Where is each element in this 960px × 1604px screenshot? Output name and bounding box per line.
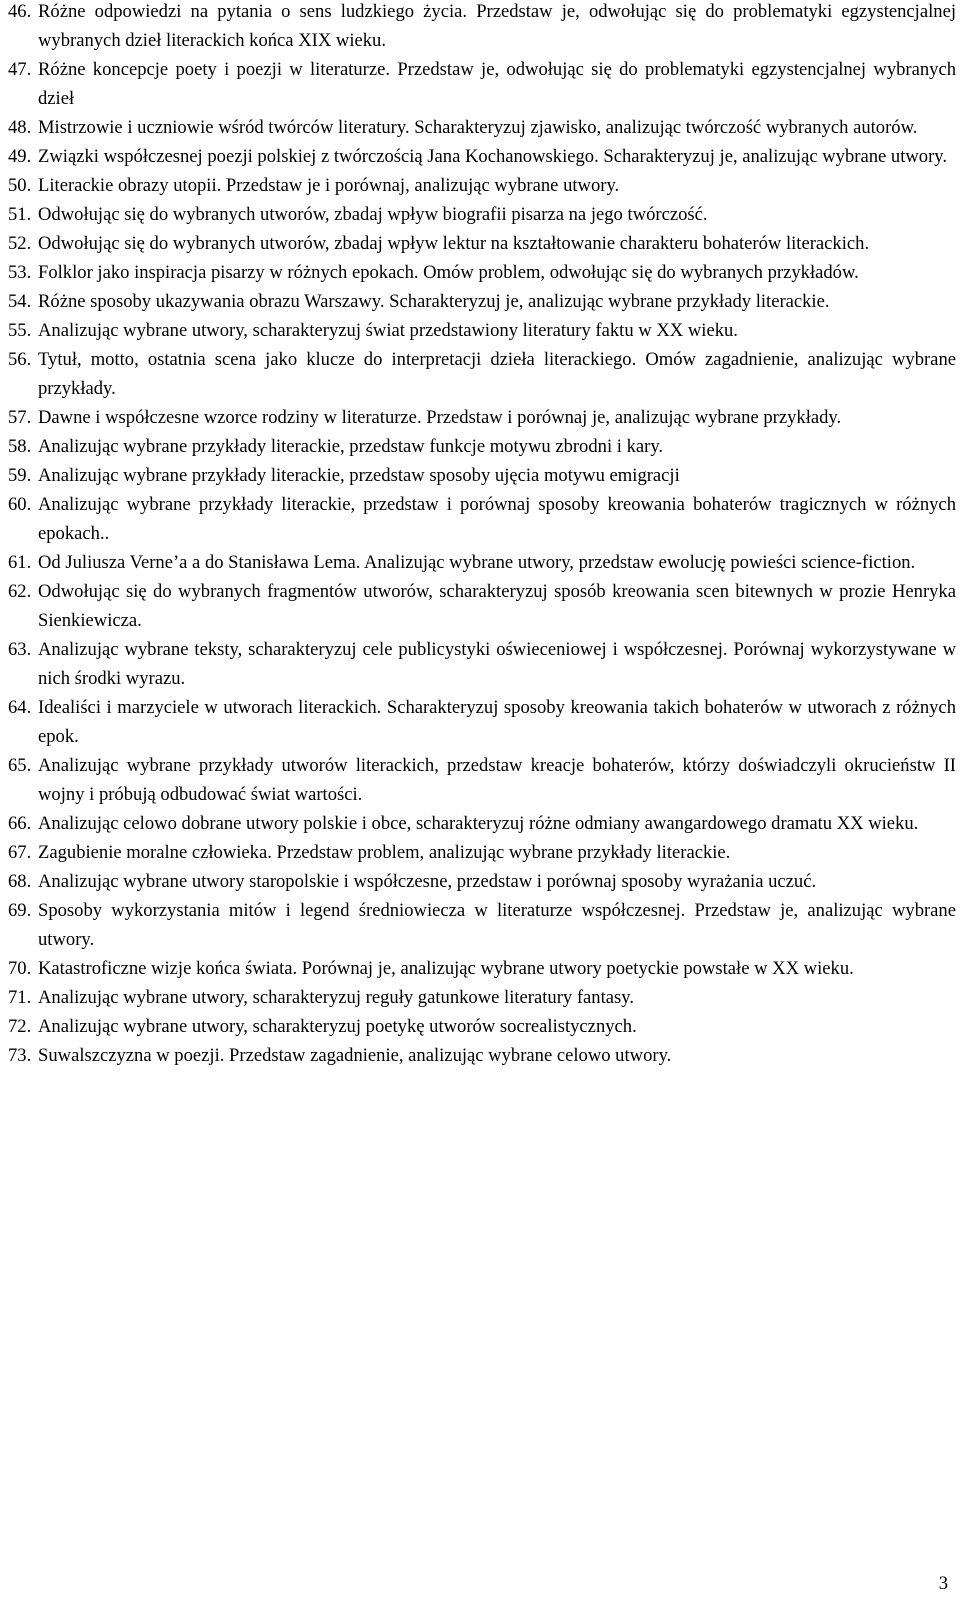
topic-text: Analizując wybrane teksty, scharakteryzuj cele publicystyki oświeceniowej i współczesnej. Porównaj wykorzystywane w nich środki wyrazu. [38,639,956,689]
topic-number: 55. [8,320,32,341]
list-item [8,1012,956,1041]
topic-number: 51. [8,204,32,225]
topic-number: 50. [8,175,32,196]
list-item [8,171,956,200]
list-item [8,55,956,113]
topic-number: 61. [8,552,32,573]
list-item [8,229,956,258]
topic-text: Różne koncepcje poety i poezji w literaturze. Przedstaw je, odwołując się do problematyki egzystencjalnej wybranych dzieł [38,59,956,109]
topic-number: 65. [8,755,32,776]
topic-text: Literackie obrazy utopii. Przedstaw je i porównaj, analizując wybrane utwory. [38,175,620,196]
list-item [8,461,956,490]
list-item [8,954,956,983]
topic-text: Analizując wybrane utwory, scharakteryzuj poetykę utworów socrealistycznych. [38,1016,637,1037]
topic-text: Tytuł, motto, ostatnia scena jako klucze do interpretacji dzieła literackiego. Omów zagadnienie, analizując wybrane przykłady. [38,349,956,399]
topic-number: 59. [8,465,32,486]
list-item [8,693,956,751]
list-item [8,490,956,548]
list-item [8,577,956,635]
list-item [8,403,956,432]
topic-text: Analizując wybrane utwory staropolskie i współczesne, przedstaw i porównaj sposoby wyrażania uczuć. [38,871,817,892]
topic-number: 53. [8,262,32,283]
list-item [8,200,956,229]
topic-text: Od Juliusza Verne’a a do Stanisława Lema. Analizując wybrane utwory, przedstaw ewolucję powieści science-fiction. [38,552,916,573]
topic-text: Związki współczesnej poezji polskiej z twórczością Jana Kochanowskiego. Scharakteryzuj je, analizując wybrane utwory. [38,146,948,167]
page-number: 3 [938,1573,948,1594]
list-item [8,345,956,403]
topic-text: Sposoby wykorzystania mitów i legend średniowiecza w literaturze współczesnej. Przedstaw je, analizując wybrane utwory. [38,900,956,950]
topic-number: 57. [8,407,32,428]
topic-text: Mistrzowie i uczniowie wśród twórców literatury. Scharakteryzuj zjawisko, analizując twórczość wybranych autorów. [38,117,918,138]
list-item [8,548,956,577]
topic-number: 73. [8,1045,32,1066]
topic-list [8,0,956,1070]
topic-number: 47. [8,59,32,80]
list-item [8,287,956,316]
topic-number: 64. [8,697,32,718]
topic-number: 68. [8,871,32,892]
topic-number: 48. [8,117,32,138]
topic-number: 56. [8,349,32,370]
topic-text: Analizując wybrane utwory, scharakteryzuj świat przedstawiony literatury faktu w XX wieku. [38,320,738,341]
topic-number: 70. [8,958,32,979]
topic-number: 66. [8,813,32,834]
topic-number: 52. [8,233,32,254]
topic-number: 63. [8,639,32,660]
topic-number: 46. [8,1,32,22]
topic-number: 60. [8,494,32,515]
topic-number: 62. [8,581,32,602]
list-item [8,896,956,954]
topic-text: Analizując wybrane utwory, scharakteryzuj reguły gatunkowe literatury fantasy. [38,987,634,1008]
topic-text: Dawne i współczesne wzorce rodziny w literaturze. Przedstaw i porównaj je, analizując wybrane przykłady. [38,407,842,428]
list-item [8,113,956,142]
topic-text: Różne odpowiedzi na pytania o sens ludzkiego życia. Przedstaw je, odwołując się do problematyki egzystencjalnej wybranych dzieł literackich końca XIX wieku. [38,1,956,51]
topic-text: Zagubienie moralne człowieka. Przedstaw problem, analizując wybrane przykłady literackie. [38,842,731,863]
topic-number: 67. [8,842,32,863]
list-item [8,1041,956,1070]
topic-number: 58. [8,436,32,457]
topic-text: Odwołując się do wybranych utworów, zbadaj wpływ biografii pisarza na jego twórczość. [38,204,708,225]
topic-number: 49. [8,146,32,167]
list-item [8,809,956,838]
topic-text: Odwołując się do wybranych fragmentów utworów, scharakteryzuj sposób kreowania scen bitewnych w prozie Henryka Sienkiewicza. [38,581,956,631]
list-item [8,983,956,1012]
topic-text: Analizując wybrane przykłady literackie, przedstaw i porównaj sposoby kreowania bohaterów tragicznych w różnych epokach.. [38,494,956,544]
topic-text: Analizując celowo dobrane utwory polskie i obce, scharakteryzuj różne odmiany awangardowego dramatu XX wieku. [38,813,919,834]
list-item [8,142,956,171]
list-item [8,867,956,896]
list-item [8,258,956,287]
list-item [8,838,956,867]
topic-text: Analizując wybrane przykłady literackie, przedstaw sposoby ujęcia motywu emigracji [38,465,680,486]
list-item [8,0,956,55]
topic-text: Analizując wybrane przykłady literackie, przedstaw funkcje motywu zbrodni i kary. [38,436,664,457]
topic-text: Katastroficzne wizje końca świata. Porównaj je, analizując wybrane utwory poetyckie powstałe w XX wieku. [38,958,854,979]
list-item [8,316,956,345]
list-item [8,635,956,693]
list-item [8,432,956,461]
topic-number: 72. [8,1016,32,1037]
topic-text: Różne sposoby ukazywania obrazu Warszawy. Scharakteryzuj je, analizując wybrane przykłady literackie. [38,291,830,312]
topic-number: 71. [8,987,32,1008]
topic-text: Suwalszczyzna w poezji. Przedstaw zagadnienie, analizując wybrane celowo utwory. [38,1045,672,1066]
topic-number: 54. [8,291,32,312]
list-item [8,751,956,809]
topic-text: Odwołując się do wybranych utworów, zbadaj wpływ lektur na kształtowanie charakteru bohaterów literackich. [38,233,870,254]
topic-number: 69. [8,900,32,921]
topic-text: Analizując wybrane przykłady utworów literackich, przedstaw kreacje bohaterów, którzy doświadczyli okrucieństw II wojny i próbują odbudować świat wartości. [38,755,956,805]
topic-text: Folklor jako inspiracja pisarzy w różnych epokach. Omów problem, odwołując się do wybranych przykładów. [38,262,859,283]
topic-text: Idealiści i marzyciele w utworach literackich. Scharakteryzuj sposoby kreowania takich bohaterów w utworach z różnych epok. [38,697,956,747]
